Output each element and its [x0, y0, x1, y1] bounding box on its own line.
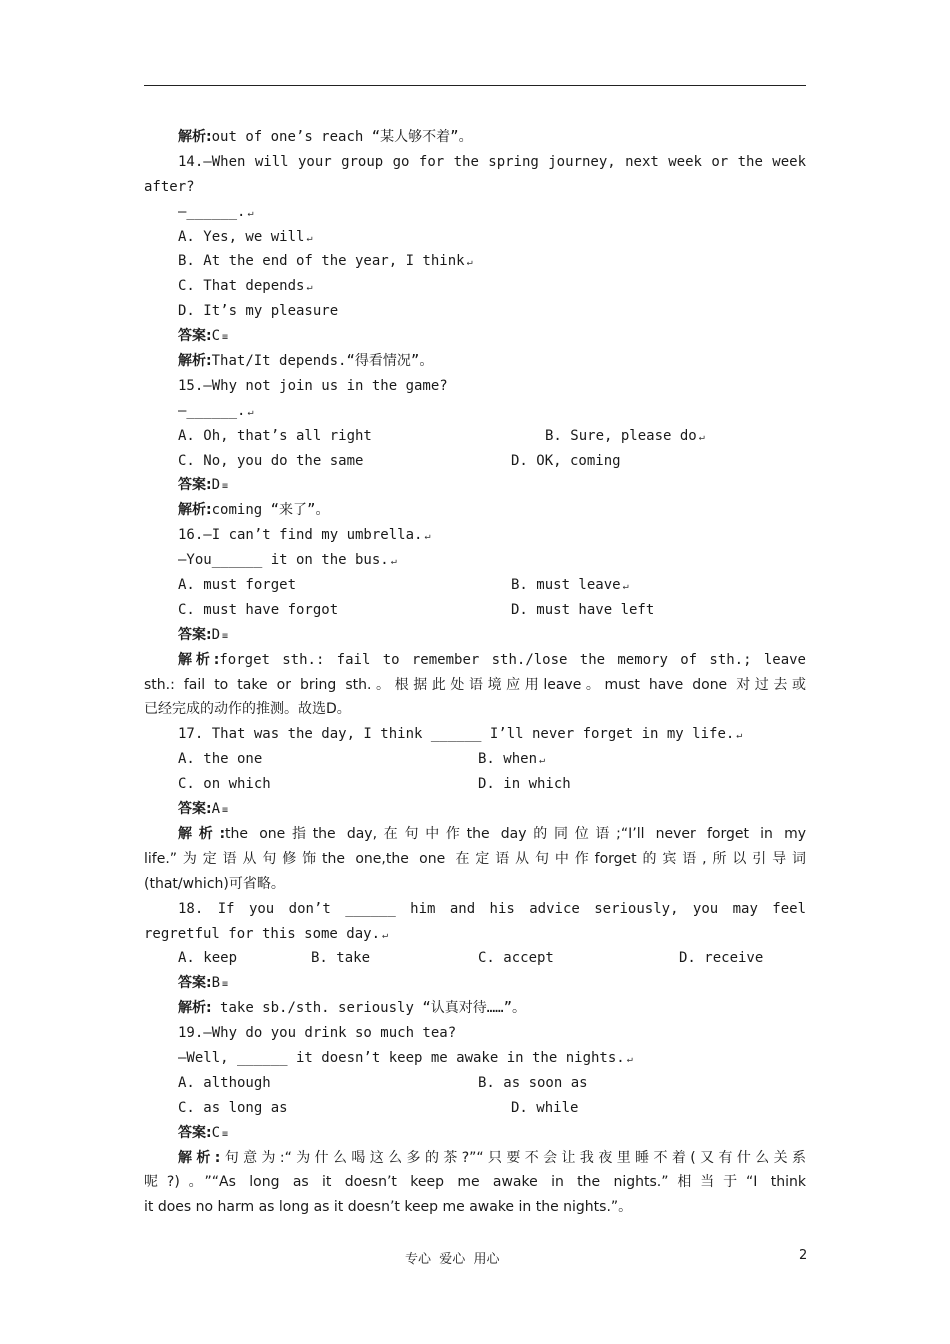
return-mark-icon: ↵ [247, 406, 254, 418]
analysis-cont: 呢?)。”“As long as it doesn’t keep me awake in the nights.”相当于“I think [144, 1174, 806, 1191]
return-mark-icon: ↵ [466, 257, 473, 269]
option-row: A. keep B. take C. accept D. receive [178, 950, 764, 967]
answer-blank: —______. ↵ [144, 200, 806, 225]
option-row: A. although B. as soon as [178, 1074, 588, 1091]
question-16-reply: —You______ it on the bus. ↵ [144, 548, 806, 573]
analysis-cont: it does no harm as long as it doesn’t keep me awake in the nights.”。 [144, 1199, 633, 1216]
question-19-reply: —Well, ______ it doesn’t keep me awake in the nights. ↵ [144, 1046, 806, 1071]
option: A. Yes, we will ↵ [144, 225, 806, 250]
equals-mark-icon: ≡ [222, 1128, 229, 1140]
option-row: A. must forget B. must leave ↵ [144, 573, 806, 598]
page-number: 2 [799, 1248, 808, 1263]
analysis-line: 解析:out of one’s reach “某人够不着”。 [178, 129, 473, 145]
return-mark-icon: ↵ [247, 207, 254, 219]
analysis-cont: life.”为定语从句修饰the one,the one 在定语从句中作forget的宾语,所以引导词 [144, 850, 806, 867]
option: D. It’s my pleasure [178, 303, 339, 320]
question-19: 19.—Why do you drink so much tea? [178, 1025, 457, 1042]
option: B. At the end of the year, I think ↵ [144, 249, 806, 274]
document-body [144, 125, 806, 1220]
equals-mark-icon: ≡ [222, 481, 229, 493]
analysis-cont: 已经完成的动作的推测。故选D。 [144, 701, 351, 718]
analysis-line: 解析:句意为:“为什么喝这么多的茶?”“只要不会让我夜里睡不着(又有什么关系 [178, 1149, 806, 1166]
return-mark-icon: ↵ [736, 730, 743, 742]
analysis-line: 解析:coming “来了”。 [178, 502, 330, 519]
return-mark-icon: ↵ [622, 581, 629, 593]
answer-line: 答案:C ≡ [144, 1121, 806, 1146]
analysis-cont: (that/which)可省略。 [144, 875, 285, 892]
return-mark-icon: ↵ [306, 282, 313, 294]
analysis-line: 解析:forget sth.: fail to remember sth./lose the memory of sth.; leave [178, 651, 806, 668]
question-17: 17. That was the day, I think ______ I’ll never forget in my life. ↵ [144, 722, 806, 747]
question-14: 14.—When will your group go for the spring journey, next week or the week [178, 153, 806, 170]
analysis-line: 解析:the one指the day,在句中作the day的同位语;“I’ll never forget in my [178, 825, 806, 842]
return-mark-icon: ↵ [626, 1053, 633, 1065]
return-mark-icon: ↵ [382, 929, 389, 941]
question-18-cont: regretful for this some day. ↵ [144, 922, 806, 947]
question-18: 18. If you don’t ______ him and his advice seriously, you may feel [178, 900, 806, 917]
answer-line: 答案:A ≡ [144, 797, 806, 822]
analysis-line: 解析:That/It depends.“得看情况”。 [178, 353, 434, 370]
question-16: 16.—I can’t find my umbrella. ↵ [144, 523, 806, 548]
equals-mark-icon: ≡ [222, 332, 229, 344]
return-mark-icon: ↵ [390, 556, 397, 568]
header-rule [144, 85, 806, 86]
analysis-line: 解析: take sb./sth. seriously “认真对待……”。 [178, 1000, 527, 1017]
answer-line: 答案:D ≡ [144, 473, 806, 498]
footer-motto: 专心 爱心 用心 [405, 1252, 500, 1267]
equals-mark-icon: ≡ [222, 805, 229, 817]
answer-line: 答案:B ≡ [144, 971, 806, 996]
answer-blank: —______. ↵ [144, 399, 806, 424]
answer-line: 答案:D ≡ [144, 623, 806, 648]
return-mark-icon: ↵ [698, 431, 705, 443]
equals-mark-icon: ≡ [222, 979, 229, 991]
question-14-cont: after? [144, 178, 195, 195]
option-row: C. No, you do the same D. OK, coming [178, 452, 621, 469]
return-mark-icon: ↵ [424, 531, 431, 543]
answer-line: 答案:C ≡ [144, 324, 806, 349]
option-row: A. Oh, that’s all right B. Sure, please do ↵ [144, 424, 806, 449]
option-row: C. must have forgot D. must have left [178, 601, 655, 618]
option: C. That depends ↵ [144, 274, 806, 299]
option-row: C. on which D. in which [178, 776, 571, 793]
return-mark-icon: ↵ [306, 232, 313, 244]
return-mark-icon: ↵ [539, 755, 546, 767]
question-15: 15.—Why not join us in the game? [178, 377, 448, 394]
analysis-cont: sth.: fail to take or bring sth.。根据此处语境应用leave。must have done 对过去或 [144, 676, 806, 693]
option-row: C. as long as D. while [178, 1099, 579, 1116]
equals-mark-icon: ≡ [222, 630, 229, 642]
option-row: A. the one B. when ↵ [144, 747, 806, 772]
